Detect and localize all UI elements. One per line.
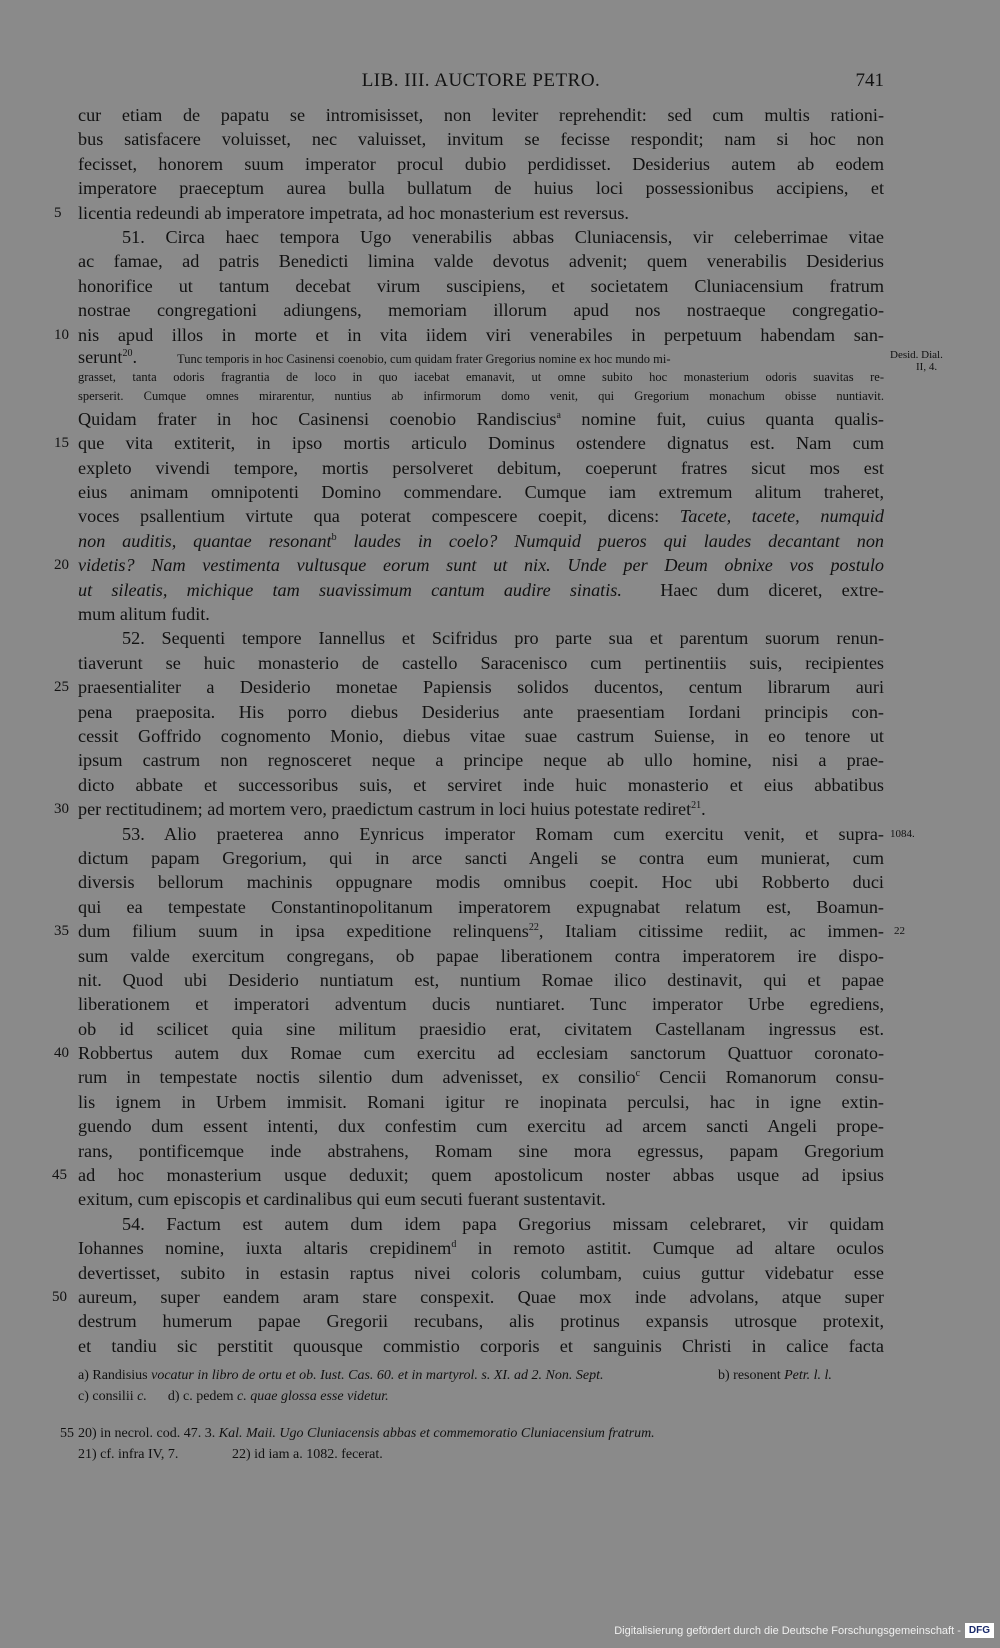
text-line: 30 per rectitudinem; ad mortem vero, praedictum castrum in loci huius potestate rediret$^{21}$. — [78, 797, 884, 821]
text-line: non auditis, quantae resonant$^b$ laudes in coelo? Numquid pueros qui laudes decantant non — [78, 530, 885, 551]
text-line: ac famae, ad patris Benedicti limina valde devotus advenit; quem venerabilis Desiderius — [78, 251, 884, 272]
margin-note: 22 — [894, 925, 905, 938]
footnotes — [60, 1365, 884, 1465]
text-line: grasset, tanta odoris fragrantia de loco in quo iacebat emanavit, ut omne subito hoc monasterium odoris suavitas re- — [78, 369, 884, 384]
text-line: 53. Alio praeterea anno Eynricus imperator Romam cum exercitu venit, et supra- 1084. — [122, 823, 915, 844]
footnote-line: 21) cf. infra IV, 7. 22) id iam a. 1082. fecerat. — [78, 1447, 383, 1462]
line-number: 55 — [60, 1426, 74, 1441]
footnote-line: c) consilii c. d) c. pedem c. quae glossa esse videtur. — [78, 1389, 389, 1404]
text-line: eius animam omnipotenti Domino commendare. Cumque iam extremum alitum traheret, — [78, 482, 884, 503]
margin-note: 1084. — [890, 827, 915, 840]
text-line: imperatore praeceptum aurea bulla bullatum de huius loci possessionibus accipiens, et — [78, 178, 884, 199]
text-line: destrum humerum papae Gregorii recubans, alis protinus expansis utrosque protexit, — [78, 1311, 884, 1332]
text-line: Iohannes nomine, iuxta altaris crepidinem$^d$ in remoto astitit. Cumque ad altare oculos — [78, 1238, 884, 1259]
text-line: 35 dum filium suum in ipsa expeditione relinquens$^{22}$, Italiam citissime rediit, ac immen- 22 — [78, 919, 884, 943]
text-line: dicto abbate et successoribus suis, et serviret inde huic monasterio et eius abbatibus — [78, 774, 884, 795]
line-number: 25 — [54, 679, 69, 696]
text-line: sum valde exercitum congregans, ob papae liberationem contra imperatorem ire dispo- — [78, 945, 884, 966]
footnote-ref: b — [331, 531, 337, 543]
main-text — [52, 103, 943, 1358]
text-line: Quidam frater in hoc Casinensi coenobio Randiscius$^a$ nomine fuit, cuius quanta qualis- — [78, 408, 884, 429]
line-number: 45 — [52, 1167, 67, 1184]
text-line: lis ignem in Urbem immisit. Romani igitur re inopinata perculsi, hac in igne extin- — [78, 1091, 884, 1112]
footnote-ref: 21 — [691, 800, 702, 812]
dfg-logo: DFG — [965, 1623, 994, 1638]
credit-text: Digitalisierung gefördert durch die Deutsche Forschungsgemeinschaft - — [614, 1624, 961, 1637]
text-line: diversis bellorum machinis oppugnare modis omnibus coepit. Hoc ubi Robberto duci — [78, 872, 884, 893]
footnote-ref: a — [556, 409, 561, 421]
text-line: nit. Quod ubi Desiderio nuntiatum est, nuntium Romae ilico destinavit, qui et papae — [78, 969, 884, 990]
text-line: nostrae congregationi adiungens, memoriam illorum apud nos nostraeque congregatio- — [78, 300, 884, 321]
text-line: 10 nis apud illos in morte et in vita iidem viri venerabiles in perpetuum habendam san- — [78, 323, 884, 347]
margin-note: Desid. Dial. II, 4. — [890, 348, 943, 373]
running-title: LIB. III. AUCTORE PETRO. — [361, 70, 601, 91]
text-line: 5 licentia redeundi ab imperatore impetrata, ad hoc monasterium est reversus. — [78, 201, 884, 225]
text-line: 25 praesentialiter a Desiderio monetae Papiensis solidos ducentos, centum librarum auri — [78, 675, 884, 699]
line-number: 10 — [54, 326, 69, 343]
line-number: 30 — [54, 801, 69, 818]
text-line: cessit Goffrido cognomento Monio, diebus vitae suae castrum Suiense, in eo tenore ut — [78, 725, 884, 746]
text-line: 51. Circa haec tempora Ugo venerabilis abbas Cluniacensis, vir celeberrimae vitae — [122, 226, 884, 247]
text-line: ob id scilicet quia sine militum praesidio erat, civitatem Castellanam ingressus est. — [78, 1018, 884, 1039]
footnote-ref: d — [451, 1239, 457, 1251]
text-line: tiaverunt se huic monasterio de castello Saracenisco cum pertinentiis suis, recipientes — [78, 652, 884, 673]
text-line: dictum papam Gregorium, qui in arce sancti Angeli se contra eum munierat, cum — [78, 847, 884, 868]
text-line: serunt$^{20}$. Tunc temporis in hoc Casinensi coenobio, cum quidam frater Gregorius nomine ex hoc mundo mi- Desid. Dial. II, 4. — [78, 346, 943, 373]
text-line: fecisset, honorem suum imperator procul dubio perdidisset. Desiderius autem ab eodem — [78, 153, 884, 174]
line-number: 5 — [54, 204, 62, 221]
line-number: 15 — [54, 435, 69, 452]
text-line: honorifice ut tantum decebat virum suscipiens, et societatem Cluniacensium fratrum — [78, 275, 884, 296]
digitization-credit — [614, 1623, 994, 1638]
footnote-ref: c — [635, 1068, 641, 1080]
text-line: 52. Sequenti tempore Iannellus et Scifridus pro parte sua et parentum suorum renun- — [122, 628, 884, 649]
footnote-ref: 20 — [122, 347, 133, 359]
text-line: 50 aureum, super eandem aram stare conspexit. Quae mox inde advolans, atque super — [78, 1285, 884, 1309]
text-line: expleto vivendi tempore, mortis persolveret debitum, coeperunt fratres sicut mos est — [78, 457, 884, 478]
text-line: 20 videtis? Nam vestimenta vultusque eorum sunt ut nix. Unde per Deum obnixe vos postulo — [78, 553, 884, 577]
footnote-ref: 22 — [528, 922, 539, 934]
text-line: sperserit. Cumque omnes mirarentur, nuntius ab infirmorum domo venit, qui Gregorium monachum obisse nuntiavit. — [78, 389, 884, 404]
text-line: ipsum castrum non regnosceret neque a principe neque ab ullo homine, nisi a prae- — [78, 750, 884, 771]
line-number: 50 — [52, 1288, 67, 1305]
text-line: 45 ad hoc monasterium usque deduxit; quem apostolicum noster abbas usque ad ipsius — [78, 1163, 884, 1187]
text-line: mum alitum fudit. — [78, 604, 210, 625]
line-number: 40 — [54, 1045, 69, 1062]
text-line: 54. Factum est autem dum idem papa Gregorius missam celebraret, vir quidam — [122, 1213, 884, 1234]
footnote-line: 55 20) in necrol. cod. 47. 3. Kal. Maii. Ugo Cluniacensis abbas et commemoratio Cluniacensium fratrum. — [78, 1423, 884, 1444]
text-line: exitum, cum episcopis et cardinalibus qui eum secuti fuerant sustentavit. — [78, 1189, 606, 1210]
text-line: bus satisfacere voluisset, nec valuisset, invitum se fecisse respondit; nam si hoc non — [78, 129, 884, 150]
text-line: guendo dum essent intenti, dux confestim cum exercitu ad arcem sancti Angeli prope- — [78, 1116, 884, 1137]
text-line: qui ea tempestate Constantinopolitanum imperatorem expugnabat relatum est, Boamun- — [78, 896, 884, 917]
text-line: cur etiam de papatu se intromisisset, non leviter reprehendit: sed cum multis rationi- — [78, 105, 884, 125]
text-line: ut sileatis, michique tam suavissimum cantum audire sinatis. Haec dum diceret, extre- — [78, 579, 884, 600]
text-line: devertisset, subito in estasin raptus nivei coloris columbam, cuius guttur videbatur esse — [78, 1262, 884, 1283]
text-line: rum in tempestate noctis silentio dum advenisset, ex consilio$^c$ Cencii Romanorum consu- — [78, 1067, 884, 1088]
line-number: 20 — [54, 557, 69, 574]
text-line: 15 que vita extiterit, in ipso mortis articulo Dominus ostendere dignatus est. Nam cum — [78, 431, 884, 455]
text-line: rans, pontificemque inde abstrahens, Romam sine mora egressus, papam Gregorium — [78, 1140, 884, 1161]
text-line: 40 Robbertus autem dux Romae cum exercitu ad ecclesiam sanctorum Quattuor coronato- — [78, 1041, 884, 1065]
text-line: et tandiu sic perstitit quousque commistio corporis et sanguinis Christi in calice facta — [78, 1335, 884, 1356]
text-line: pena praeposita. His porro diebus Desiderius ante praesentiam Iordani principis con- — [78, 701, 884, 722]
text-line: voces psallentium virtute qua poterat compescere coepit, dicens: Tacete, tacete, numquid — [78, 506, 885, 527]
page-header — [78, 70, 884, 100]
footnote-line: a) Randisius vocatur in libro de ortu et ob. Iust. Cas. 60. et in martyrol. s. XI. ad 2. Non. Sept. b) resonent Petr. l. l. — [78, 1368, 832, 1383]
page-number: 741 — [855, 70, 884, 91]
text-line: liberationem et imperatori adventum ducis nuntiaret. Tunc imperator Urbe egrediens, — [78, 994, 884, 1015]
line-number: 35 — [54, 923, 69, 940]
